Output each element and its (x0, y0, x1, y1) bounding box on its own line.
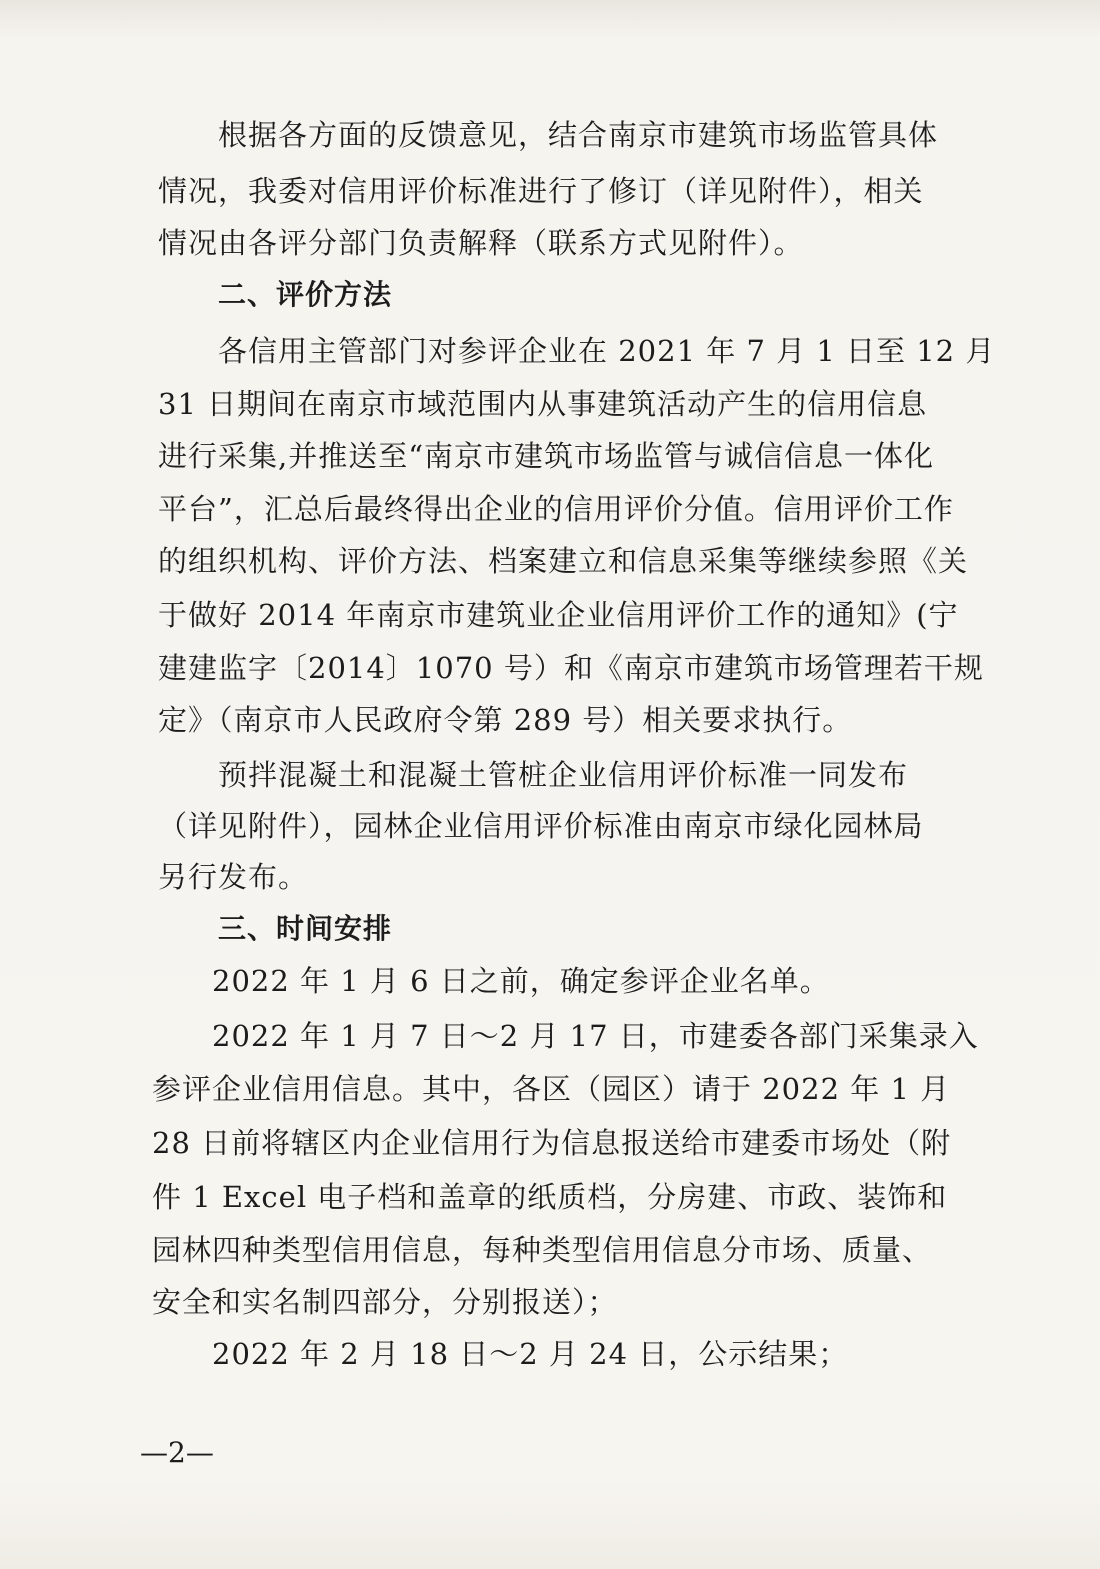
paragraph-line: 2022 年 1 月 7 日～2 月 17 日，市建委各部门采集录入 (212, 1019, 979, 1053)
paragraph-line: 的组织机构、评价方法、档案建立和信息采集等继续参照《关 (158, 544, 969, 578)
paragraph-line: 各信用主管部门对参评企业在 2021 年 7 月 1 日至 12 月 (218, 334, 996, 368)
paragraph-line: 预拌混凝土和混凝土管桩企业信用评价标准一同发布 (218, 758, 909, 792)
paragraph-line: 建建监字〔2014〕1070 号）和《南京市建筑市场管理若干规 (158, 651, 984, 685)
paragraph-line: 2022 年 2 月 18 日～2 月 24 日，公示结果； (212, 1337, 849, 1371)
paragraph-line: 进行采集,并推送至“南京市建筑市场监管与诚信信息一体化 (158, 439, 935, 473)
paragraph-line: 根据各方面的反馈意见，结合南京市建筑市场监管具体 (218, 118, 939, 152)
paragraph-line: 件 1 Excel 电子档和盖章的纸质档，分房建、市政、装饰和 (152, 1180, 948, 1214)
paragraph-line: （详见附件），园林企业信用评价标准由南京市绿化园林局 (158, 809, 924, 843)
section-heading-schedule: 三、时间安排 (218, 912, 393, 945)
paragraph-line: 情况，我委对信用评价标准进行了修订（详见附件），相关 (158, 174, 924, 208)
paragraph-line: 情况由各评分部门负责解释（联系方式见附件）。 (158, 226, 804, 260)
paragraph-line: 平台”，汇总后最终得出企业的信用评价分值。信用评价工作 (158, 492, 954, 526)
paragraph-line: 园林四种类型信用信息，每种类型信用信息分市场、质量、 (152, 1233, 933, 1267)
page-number: —2— (140, 1436, 214, 1469)
paragraph-line: 2022 年 1 月 6 日之前，确定参评企业名单。 (212, 964, 830, 998)
paragraph-line: 另行发布。 (158, 860, 309, 894)
paragraph-line: 31 日期间在南京市域范围内从事建筑活动产生的信用信息 (158, 387, 928, 421)
paragraph-line: 于做好 2014 年南京市建筑业企业信用评价工作的通知》(宁 (158, 598, 959, 632)
paragraph-line: 安全和实名制四部分，分别报送）； (152, 1285, 618, 1319)
paragraph-line: 28 日前将辖区内企业信用行为信息报送给市建委市场处（附 (152, 1126, 952, 1160)
section-heading-evaluation-method: 二、评价方法 (218, 278, 393, 311)
paragraph-line: 参评企业信用信息。其中，各区（园区）请于 2022 年 1 月 (152, 1072, 951, 1106)
paragraph-line: 定》（南京市人民政府令第 289 号）相关要求执行。 (158, 703, 853, 737)
